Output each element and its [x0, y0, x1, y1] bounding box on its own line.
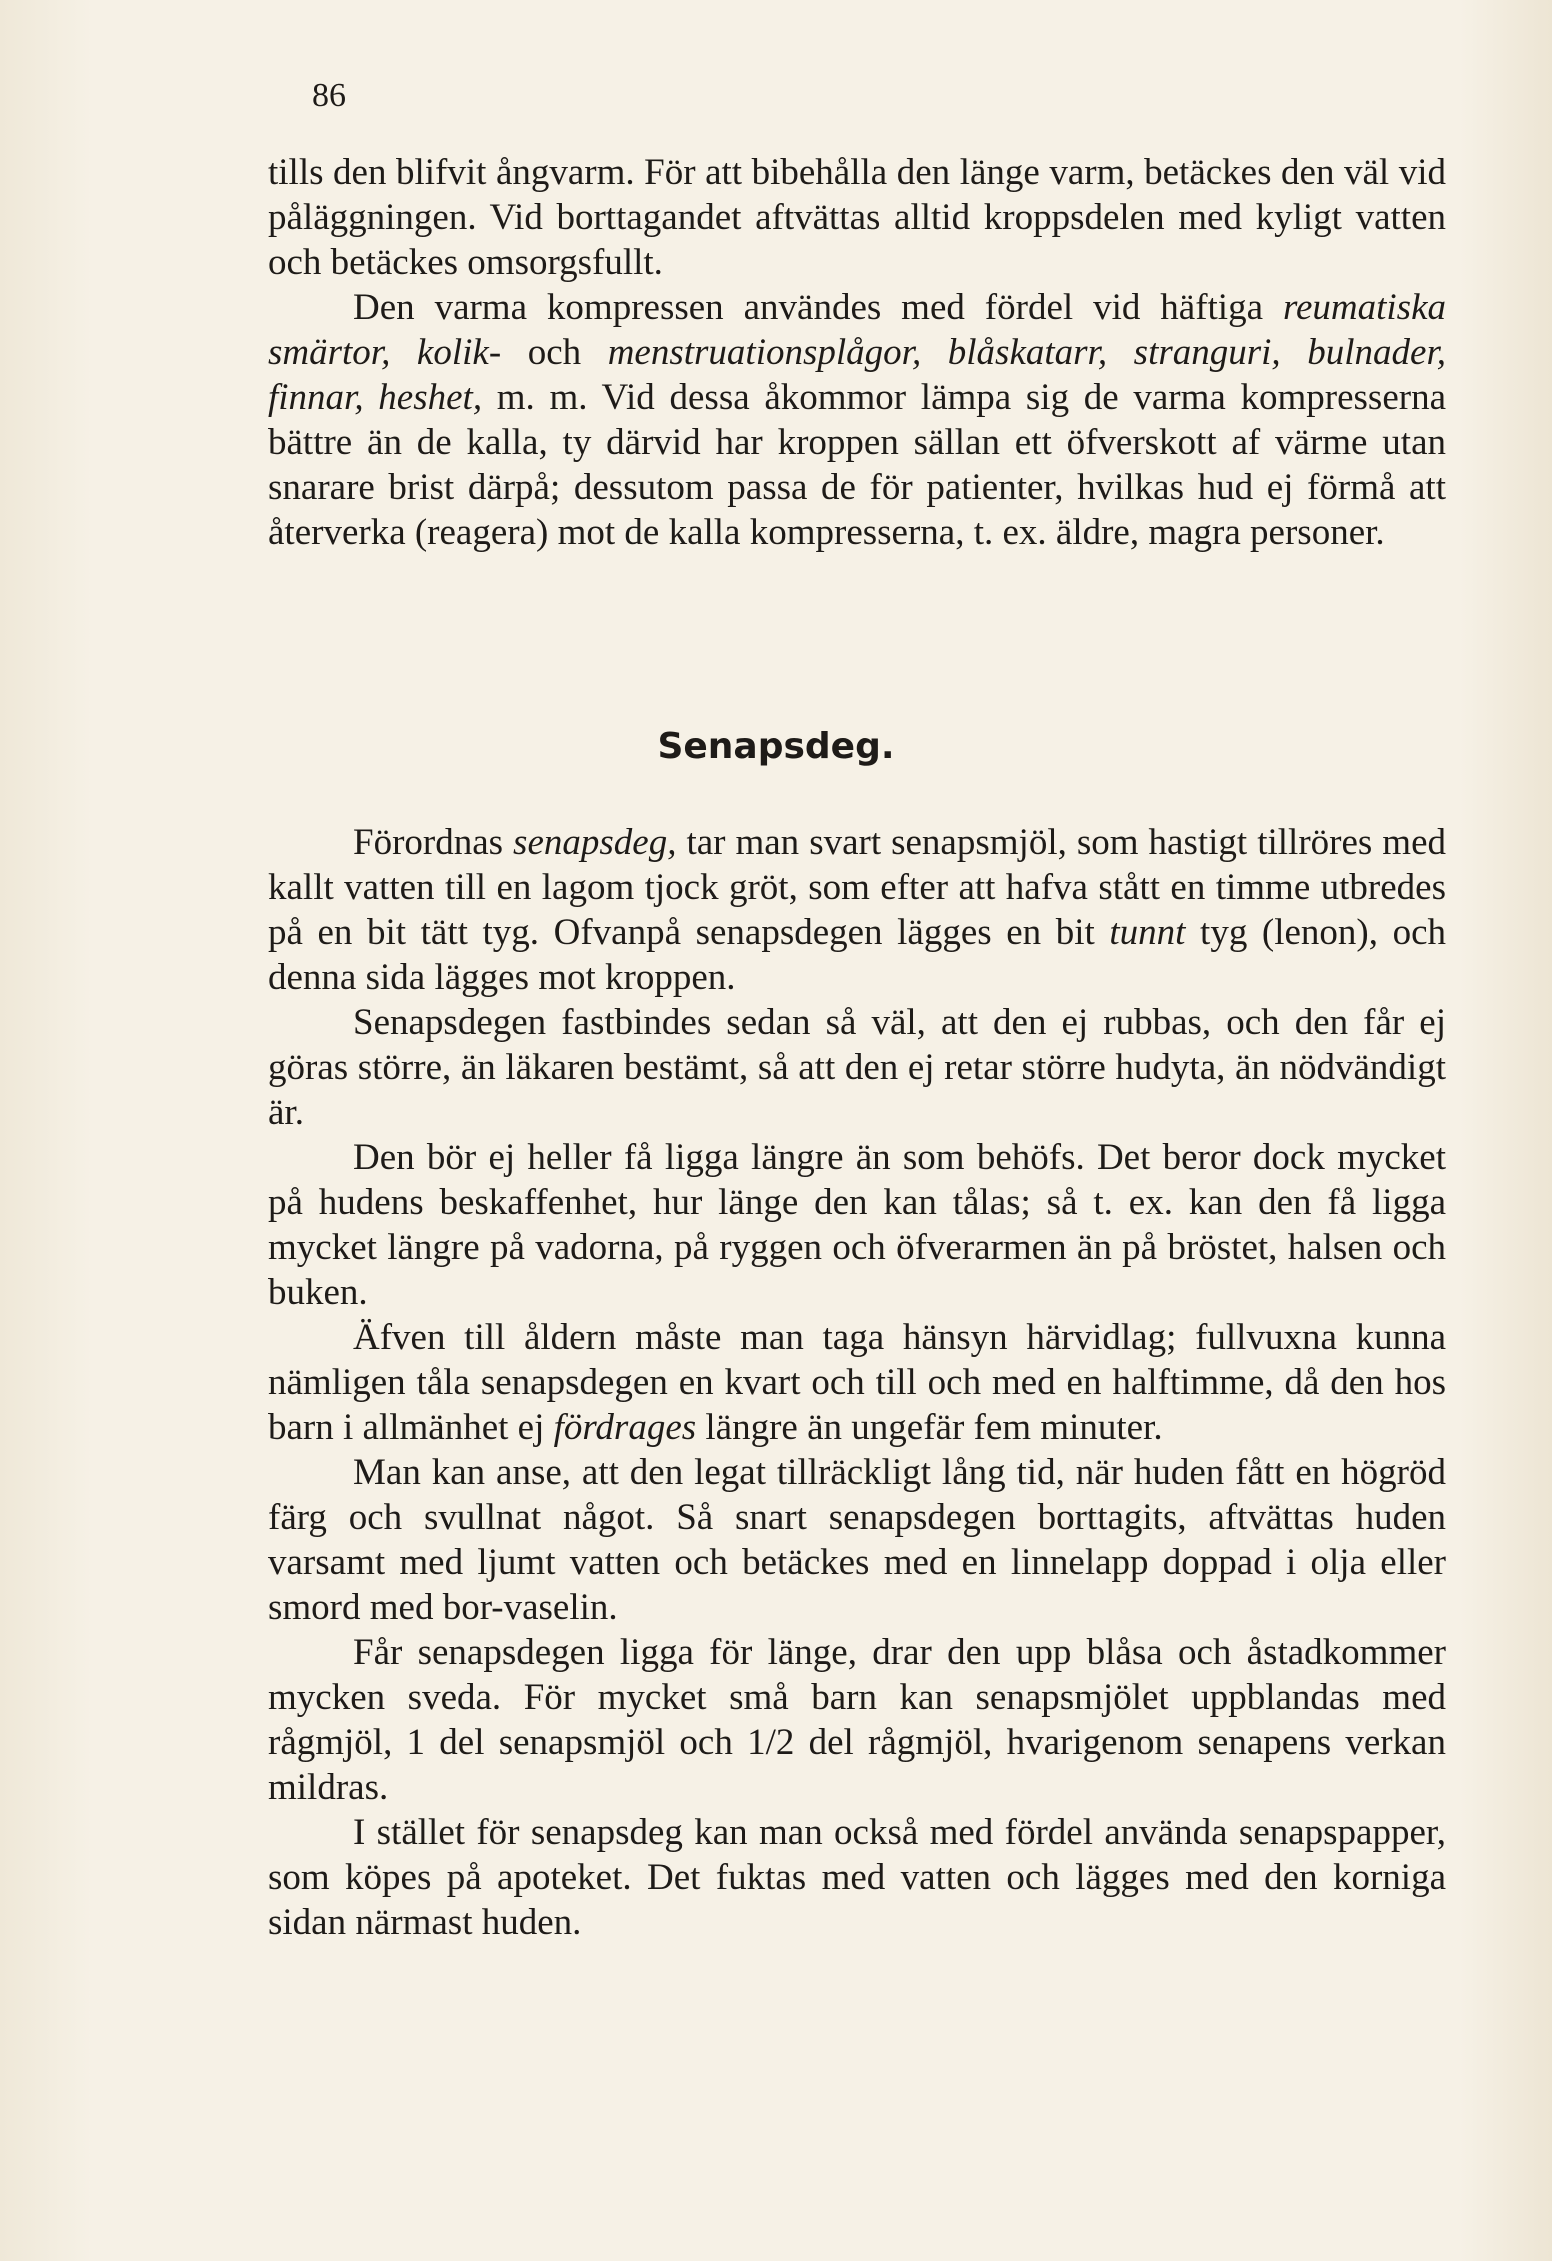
page-number: 86 — [312, 77, 346, 114]
paragraph — [268, 1315, 1446, 1450]
paragraph — [268, 285, 1446, 555]
text-run: och — [501, 332, 608, 373]
text-run: m. m. Vid dessa åkommor lämpa sig de varma kompresserna bättre än de kalla, ty därvid har kroppen sällan ett öfverskott af värme utan snarare brist därpå; dessutom passa de för patienter, hvilkas hud ej förmå att återverka (reagera) mot de kalla kompresserna, t. ex. äldre, magra personer. — [268, 377, 1446, 553]
paragraph: I stället för senapsdeg kan man också med fördel använda senapspapper, som köpes på apoteket. Det fuktas med vatten och lägges med den korniga sidan närmast huden. — [268, 1812, 1446, 1943]
paragraph: Man kan anse, att den legat tillräckligt lång tid, när huden fått en högröd färg och svullnat något. Så snart senapsdegen borttagits, aftvättas huden varsamt med ljumt vatten och betäckes med en linnelapp doppad i olja eller smord med bor-vaselin. — [268, 1452, 1446, 1628]
fraction: 1/2 — [747, 1722, 795, 1763]
text-run: Får senapsdegen ligga för länge, drar den upp blåsa och åstadkommer mycken sveda. För mycket små barn kan senapsmjölet uppblandas med rågmjöl, 1 del senapsmjöl och — [268, 1632, 1446, 1763]
text-run: del rågmjöl, hvarigenom senapens verkan mildras. — [268, 1722, 1446, 1808]
text-run: Förordnas — [353, 822, 514, 863]
text-run: tyg (lenon), och denna sida lägges mot kroppen. — [268, 912, 1447, 998]
section-text — [268, 820, 1446, 1945]
paragraph: tills den blifvit ångvarm. För att bibehålla den länge varm, betäckes den väl vid påläggningen. Vid borttagandet aftvättas alltid kroppsdelen med kyligt vatten och betäckes omsorgsfullt. — [268, 152, 1446, 283]
paragraph: Senapsdegen fastbindes sedan så väl, att den ej rubbas, och den får ej göras större, än läkaren bestämt, så att den ej retar större hudyta, än nödvändigt är. — [268, 1002, 1446, 1133]
italic-term: menstruationsplågor, blåskatarr, stranguri, bulnader, finnar, heshet, — [268, 332, 1446, 418]
text-run: tar man svart senapsmjöl, som hastigt tillröres med kallt vatten till en lagom tjock gröt, som efter att hafva stått en timme utbredes på en bit tätt tyg. Ofvanpå senapsdegen lägges en bit — [268, 822, 1446, 953]
text-run: Äfven till åldern måste man taga hänsyn härvidlag; fullvuxna kunna nämligen tåla senapsdegen en kvart och till och med en halftimme, då den hos barn i allmänhet ej — [268, 1317, 1446, 1448]
section-heading: Senapsdeg. — [657, 726, 895, 767]
italic-term: tunnt — [1109, 912, 1186, 953]
italic-term: senapsdeg, — [513, 822, 677, 863]
text-run: Den varma kompressen användes med fördel vid häftiga — [353, 287, 1283, 328]
paragraph: Den bör ej heller få ligga längre än som behöfs. Det beror dock mycket på hudens beskaffenhet, hur länge den kan tålas; så t. ex. kan den få ligga mycket längre på vadorna, på ryggen och öfverarmen än på bröstet, halsen och buken. — [268, 1137, 1446, 1313]
intro-text — [268, 150, 1446, 555]
italic-term: reumatiska smärtor, kolik- — [268, 287, 1446, 373]
paragraph — [268, 1630, 1446, 1810]
text-run: längre än ungefär fem minuter. — [696, 1407, 1163, 1448]
italic-term: fördrages — [553, 1407, 697, 1448]
paragraph — [268, 820, 1446, 1000]
